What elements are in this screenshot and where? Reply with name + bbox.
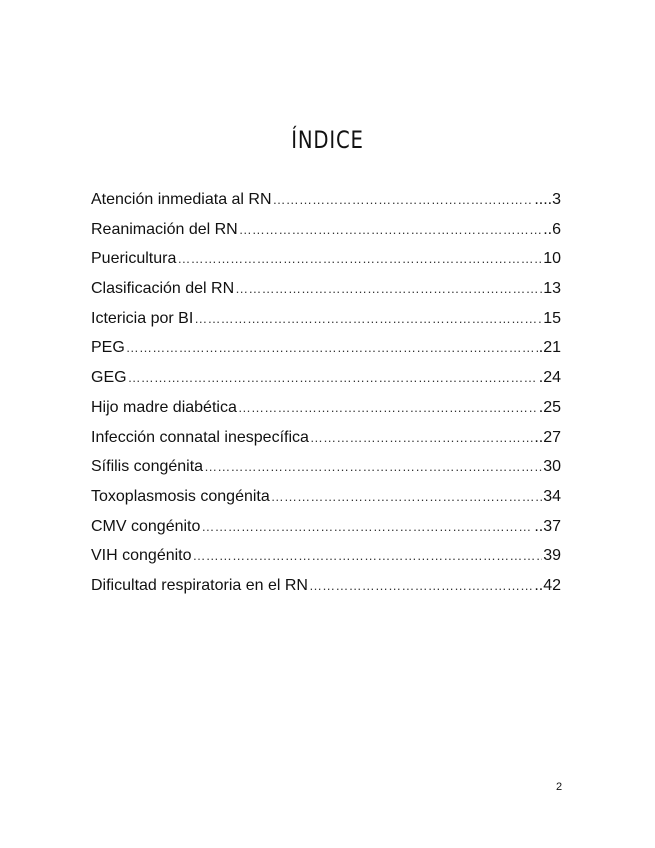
toc-entry-sifilis[interactable] (91, 456, 561, 486)
dot-leader (235, 278, 542, 300)
dot-leader (201, 516, 533, 538)
toc-entry-peg[interactable] (91, 337, 561, 367)
toc-entry-toxoplasmosis[interactable] (91, 486, 561, 516)
toc-entry-page: .21 (538, 339, 561, 357)
table-of-contents (91, 189, 561, 605)
toc-entry-label: Sífilis congénita (91, 458, 204, 476)
toc-entry-vih[interactable] (91, 545, 561, 575)
toc-entry-label: Hijo madre diabética (91, 398, 237, 416)
dot-leader (239, 219, 542, 241)
toc-entry-page: ....3 (534, 191, 561, 208)
toc-entry-label: Ictericia por BI (91, 309, 194, 327)
toc-entry-page: ..37 (534, 517, 561, 535)
toc-entry-geg[interactable] (91, 367, 561, 397)
page-title: ÍNDICE (291, 126, 364, 155)
toc-entry-clasificacion[interactable] (91, 278, 561, 308)
toc-entry-label: Atención inmediata al RN (91, 191, 272, 208)
toc-entry-label: GEG (91, 369, 127, 387)
toc-entry-dificultad-respiratoria[interactable] (91, 575, 561, 605)
toc-entry-puericultura[interactable] (91, 248, 561, 278)
toc-entry-page: 39 (543, 547, 561, 565)
toc-entry-cmv[interactable] (91, 516, 561, 546)
toc-entry-label: Toxoplasmosis congénita (91, 487, 270, 505)
dot-leader (177, 248, 542, 270)
toc-entry-page: 13 (543, 280, 561, 298)
toc-entry-atencion-inmediata[interactable] (91, 189, 561, 219)
toc-entry-page: ..27 (534, 428, 561, 446)
toc-entry-label: PEG (91, 339, 125, 357)
toc-entry-page: .24 (538, 369, 561, 387)
toc-entry-label: Reanimación del RN (91, 220, 238, 238)
toc-entry-page: 10 (543, 250, 561, 268)
dot-leader (194, 308, 542, 330)
toc-entry-ictericia[interactable] (91, 308, 561, 338)
dot-leader (271, 486, 542, 508)
dot-leader (204, 456, 542, 478)
toc-entry-page: ..6 (543, 220, 561, 238)
page-number: 2 (556, 781, 563, 793)
toc-entry-infeccion-connatal[interactable] (91, 427, 561, 457)
dot-leader (310, 427, 533, 449)
toc-entry-page: ..42 (534, 576, 561, 594)
toc-entry-label: CMV congénito (91, 517, 201, 535)
toc-entry-label: VIH congénito (91, 547, 192, 565)
dot-leader (193, 545, 543, 567)
toc-entry-label: Dificultad respiratoria en el RN (91, 576, 308, 594)
toc-entry-label: Infección connatal inespecífica (91, 428, 309, 446)
dot-leader (309, 575, 533, 597)
toc-entry-reanimacion[interactable] (91, 219, 561, 249)
toc-entry-page: .25 (538, 398, 561, 416)
toc-entry-label: Puericultura (91, 250, 177, 268)
dot-leader (128, 367, 538, 389)
toc-entry-page: 15 (543, 309, 561, 327)
toc-entry-page: 34 (543, 487, 561, 505)
toc-entry-page: 30 (543, 458, 561, 476)
dot-leader (273, 189, 534, 211)
toc-entry-hijo-madre-diabetica[interactable] (91, 397, 561, 427)
dot-leader (126, 337, 538, 359)
toc-entry-label: Clasificación del RN (91, 280, 235, 298)
dot-leader (238, 397, 538, 419)
